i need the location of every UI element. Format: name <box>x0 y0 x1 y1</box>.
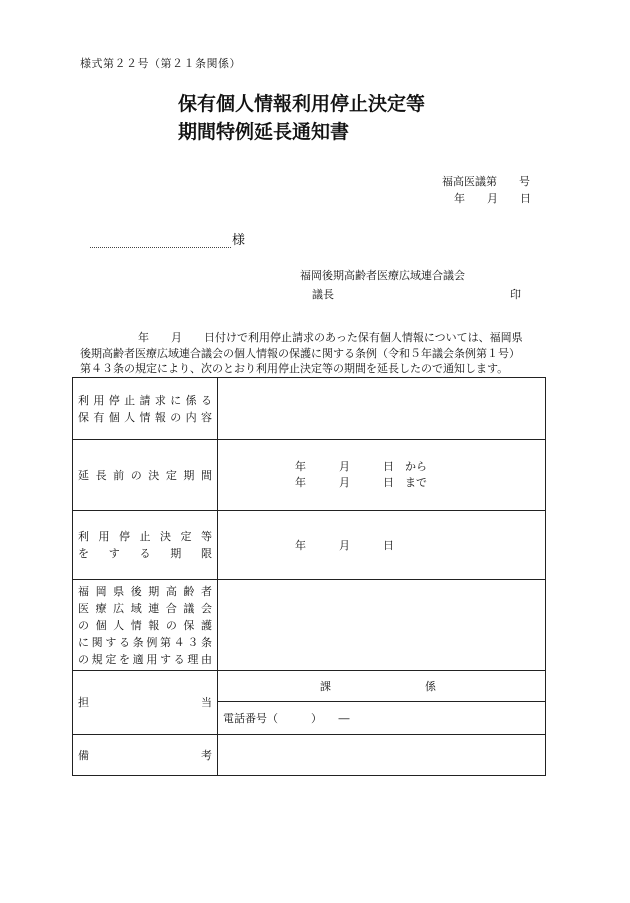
document-number: 福高医議第 号 <box>442 175 530 188</box>
seal-mark: 印 <box>510 288 521 301</box>
sender-title: 議長 <box>312 288 334 301</box>
prior-period-from: 年 月 日 から <box>295 460 427 473</box>
department-label: 課 <box>320 680 331 693</box>
deadline-value: 年 月 日 <box>295 539 394 552</box>
content-value-cell[interactable] <box>218 378 546 440</box>
phone-label: 電話番号（ ） ― <box>223 712 350 725</box>
title-line-1: 保有個人情報利用停止決定等 <box>178 93 426 115</box>
row-label-content: 利用停止請求に係る 保有個人情報の内容 <box>73 378 218 440</box>
addressee-name-line[interactable] <box>90 235 231 248</box>
addressee-suffix: 様 <box>232 233 246 248</box>
prior-period-to: 年 月 日 まで <box>295 476 427 489</box>
unit-label: 係 <box>425 680 436 693</box>
row-label-deadline: 利用停止決定等 を す る 期 限 <box>73 511 218 580</box>
contact-department[interactable] <box>218 671 545 702</box>
body-line-3: 第４３条の規定により、次のとおり利用停止決定等の期間を延長したので通知します。 <box>80 362 509 375</box>
table-row <box>73 671 546 735</box>
contact-phone[interactable] <box>218 702 545 734</box>
table-row <box>73 735 546 776</box>
table-row <box>73 378 546 440</box>
row-label-remarks: 備 考 <box>73 735 218 776</box>
form-number: 様式第２２号（第２１条関係） <box>80 57 241 70</box>
remarks-cell[interactable] <box>218 735 546 776</box>
table-row <box>73 440 546 511</box>
row-label-prior-period: 延長前の決定期間 <box>73 440 218 511</box>
notice-body <box>80 330 550 377</box>
body-line-2: 後期高齢者医療広域連合議会の個人情報の保護に関する条例（令和５年議会条例第１号） <box>80 346 520 360</box>
document-date: 年 月 日 <box>454 192 531 205</box>
body-line-1: 年 月 日付けで利用停止請求のあった保有個人情報については、福岡県 <box>138 331 523 344</box>
table-row <box>73 580 546 671</box>
sender-organization: 福岡後期高齢者医療広域連合議会 <box>300 269 465 282</box>
deadline-cell[interactable] <box>218 511 546 580</box>
contact-cell <box>218 671 546 735</box>
addressee <box>90 229 245 248</box>
title-line-2: 期間特例延長通知書 <box>178 121 350 143</box>
reason-cell[interactable] <box>218 580 546 671</box>
document-title <box>178 90 425 146</box>
form-table <box>72 377 546 776</box>
table-row <box>73 511 546 580</box>
row-label-reason: 福岡県後期高齢者 医療広域連合議会 の個人情報の保護 に関する条例第４３条 の規定を適用する理由 <box>73 580 218 671</box>
prior-period-cell[interactable] <box>218 440 546 511</box>
row-label-contact: 担 当 <box>73 671 218 735</box>
